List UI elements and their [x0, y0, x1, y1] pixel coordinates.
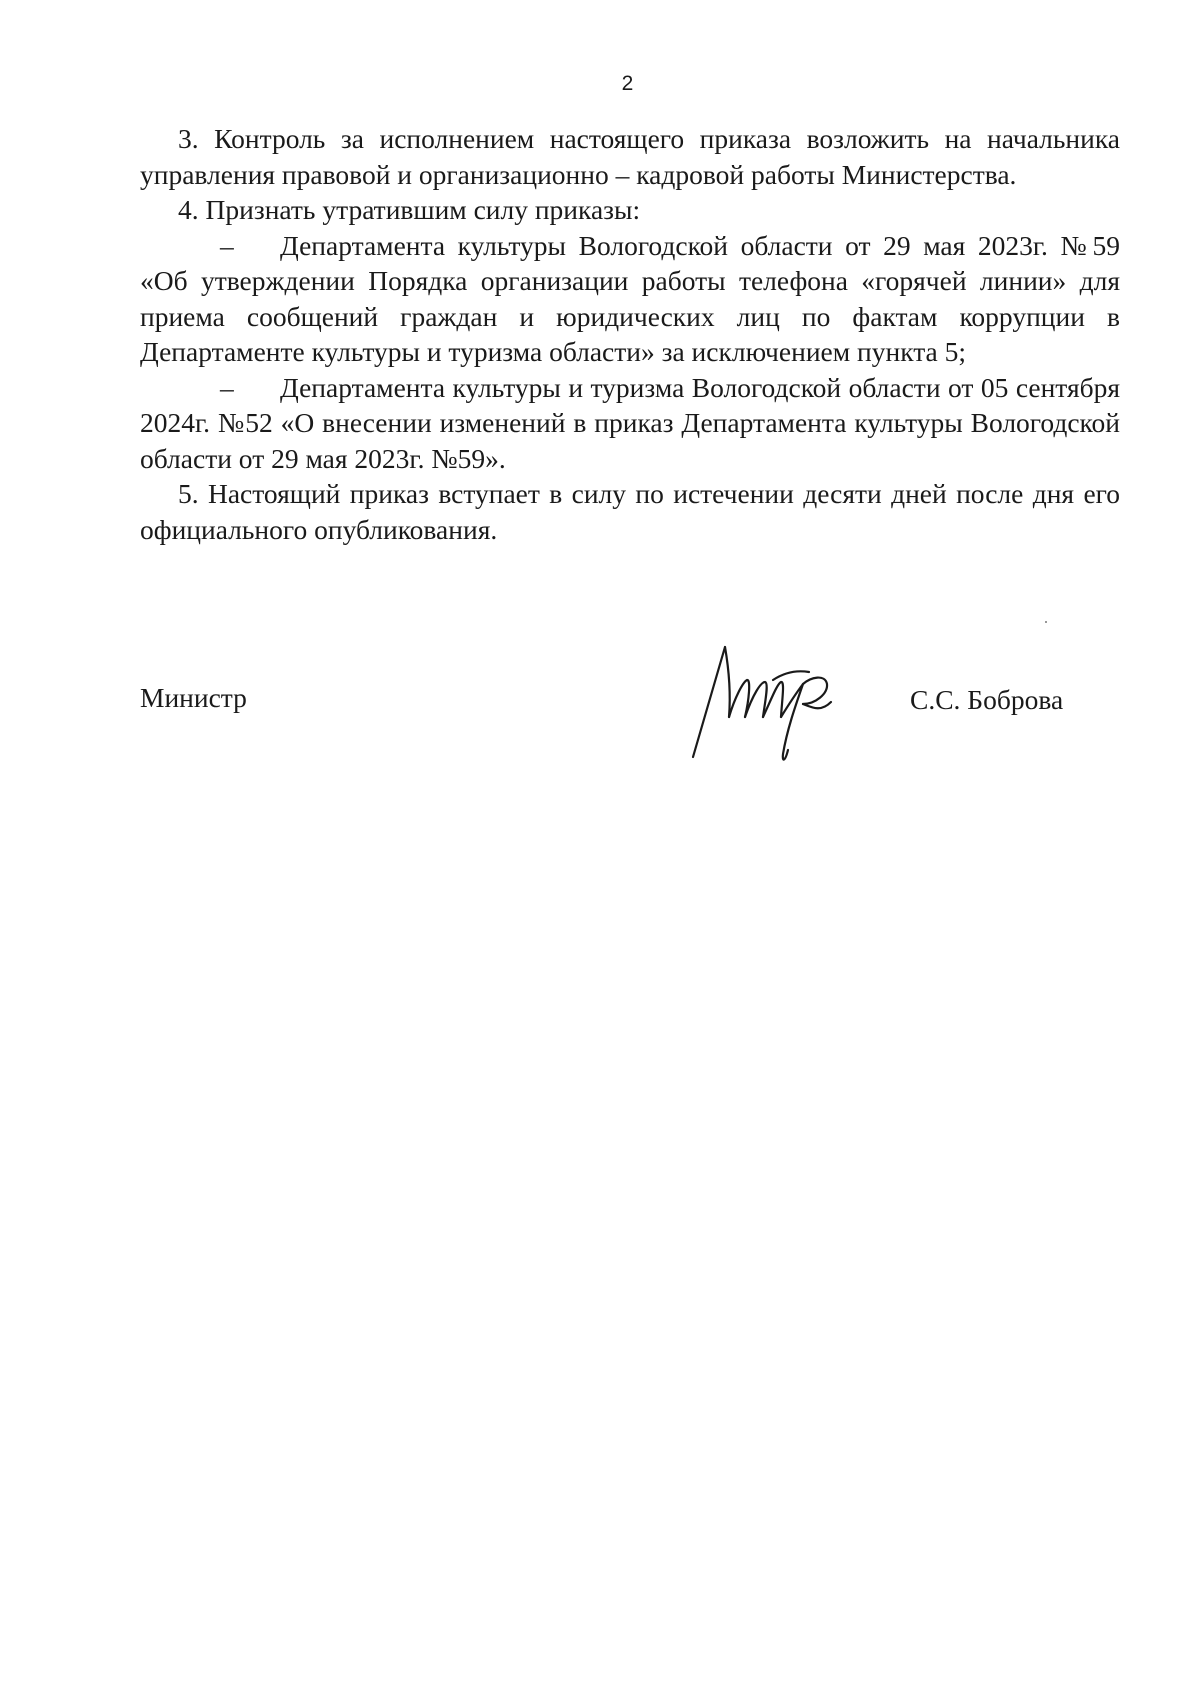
signature-block — [140, 680, 1140, 770]
paragraph-item-3: 3. Контроль за исполнением настоящего приказа возложить на начальника управления правовой и организационно – кадровой работы Министерства. — [140, 123, 1120, 190]
repealed-order-2-text: Департамента культуры и туризма Вологодской области от 05 сентября 2024г. №52 «О внесении изменений в приказ Департамента культуры Вологодской области от 29 мая 2023г. №59». — [140, 371, 1120, 474]
paragraph-item-4: 4. Признать утратившим силу приказы: — [178, 194, 641, 225]
document-body — [140, 121, 1120, 547]
repealed-order-1 — [140, 228, 1120, 370]
list-dash: – — [220, 371, 234, 403]
repealed-order-1-text: Департамента культуры Вологодской области от 29 мая 2023г. №59 «Об утверждении Порядка организации работы телефона «горячей линии» для приема сообщений граждан и юридических лиц по фактам коррупции в Департаменте культуры и туризма области» за исключением пункта 5; — [140, 229, 1120, 367]
list-dash: – — [220, 229, 234, 261]
handwritten-signature — [685, 622, 845, 772]
scan-speck — [1045, 621, 1047, 623]
paragraph-item-5: 5. Настоящий приказ вступает в силу по истечении десяти дней после дня его официального опубликования. — [140, 478, 1120, 545]
signer-title: Министр — [140, 682, 247, 713]
page-number: 2 — [621, 72, 634, 95]
signer-name: С.С. Боброва — [910, 684, 1064, 715]
repealed-order-2 — [140, 370, 1120, 477]
